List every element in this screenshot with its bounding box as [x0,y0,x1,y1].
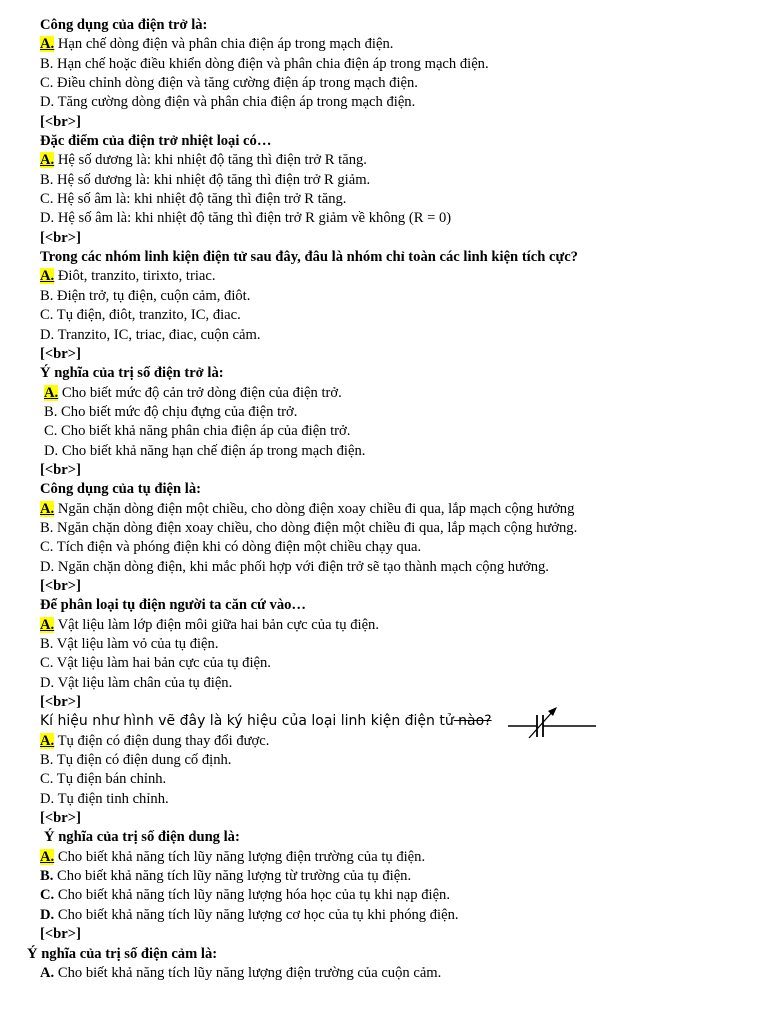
answer-letter: C. [44,423,58,440]
answer-text: Ngăn chặn dòng điện xoay chiều, cho dòng điện một chiều đi qua, lắp mạch cộng hưởng. [53,519,578,536]
answer-7b [40,751,760,770]
answer-letter: C. [40,307,54,324]
question-4: Ý nghĩa của trị số điện trở là: [40,365,224,382]
question-7-text: Kí hiệu như hình vẽ đây là ký hiệu của loại linh kiện điện tử [40,713,454,730]
question-5: Công dụng của tụ điện là: [40,481,201,498]
question-6: Để phân loại tụ điện người ta căn cứ vào… [40,597,307,614]
answer-letter: D. [40,790,55,807]
correct-answer-marker: A. [40,732,55,749]
answer-letter: B. [40,636,54,652]
correct-answer-marker: A. [40,616,55,633]
answer-text: Hạn chế dòng điện và phân chia điện áp trong mạch điện. [54,36,394,53]
answer-letter: C. [40,539,54,556]
answer-6c [40,654,760,673]
answer-text: Hệ số âm là: khi nhiệt độ tăng thì điện trở R giảm về không (R = 0) [54,210,452,227]
answer-letter: B. [40,55,54,72]
answer-text: Tích điện và phóng điện khi có dòng điện một chiều chạy qua. [53,539,422,556]
answer-text: Hệ số âm là: khi nhiệt độ tăng thì điện trở R tăng. [53,191,347,208]
answer-text: Ngăn chặn dòng điện một chiều, cho dòng điện xoay chiều đi qua, lắp mạch cộng hưởng [54,500,575,517]
answer-4a [40,384,760,403]
answer-8d [40,906,760,925]
answer-2d [40,209,760,228]
question-9: Ý nghĩa của trị số điện cảm là: [27,945,218,962]
answer-7d [40,790,760,809]
answer-letter: B. [40,868,54,885]
answer-1d [40,93,760,112]
correct-answer-marker: A. [40,500,55,517]
answer-text: Cho biết khả năng phân chia điện áp của điện trở. [57,423,351,440]
answer-text: Tụ điện tinh chỉnh. [54,790,169,807]
question-1: Công dụng của điện trở là: [40,17,208,33]
answer-4b [40,403,760,422]
correct-answer-marker: A. [40,848,55,865]
question-8: Ý nghĩa của trị số điện dung là: [44,829,240,846]
answer-8c [40,886,760,905]
correct-answer-marker: A. [40,268,55,285]
answer-5b [40,519,760,538]
answer-4d [40,442,760,461]
answer-letter: D. [40,94,55,111]
variable-capacitor-icon [508,705,600,745]
answer-letter: C. [40,887,55,904]
separator-br: [<br>] [40,926,81,943]
answer-letter: D. [40,558,55,575]
answer-text: Cho biết mức độ cản trở dòng điện của điện trở. [58,384,342,401]
answer-letter: D. [40,210,55,227]
answer-letter: B. [40,287,54,304]
answer-3a [40,267,760,286]
answer-text: Điều chỉnh dòng điện và tăng cường điện áp trong mạch điện. [53,75,418,92]
answer-7c [40,770,760,789]
answer-text: Ngăn chặn dòng điện, khi mắc phối hợp với điện trở sẽ tạo thành mạch cộng hưởng. [54,558,549,575]
variable-capacitor-symbol [508,705,600,745]
answer-text: Hệ số dương là: khi nhiệt độ tăng thì điện trở R tăng. [54,152,367,169]
answer-2c [40,190,760,209]
answer-letter: C. [40,655,54,672]
answer-5c [40,538,760,557]
answer-2b [40,171,760,190]
answer-9a [40,964,760,983]
answer-letter: D. [40,326,55,343]
answer-6a [40,616,760,635]
answer-1a [40,35,760,54]
answer-text: Tụ điện có điện dung thay đổi được. [54,732,270,749]
question-2: Đặc điểm của điện trở nhiệt loại có… [40,133,272,150]
answer-4c [40,422,760,441]
answer-text: Tăng cường dòng điện và phân chia điện áp trong mạch điện. [54,94,416,111]
answer-letter: B. [44,403,58,420]
answer-text: Điện trở, tụ điện, cuộn cảm, điôt. [53,287,251,304]
answer-text: Hệ số dương là: khi nhiệt độ tăng thì điện trở R giảm. [53,171,371,188]
answer-text: Vật liệu làm lớp điện môi giữa hai bản cực của tụ điện. [54,616,379,633]
answer-1b [40,55,760,74]
separator-br: [<br>] [40,229,81,246]
answer-text: Tụ điện bán chỉnh. [53,771,167,788]
answer-text: Vật liệu làm hai bản cực của tụ điện. [53,655,271,672]
separator-br: [<br>] [40,810,81,827]
answer-3c [40,306,760,325]
answer-letter: B. [40,752,54,769]
answer-2a [40,151,760,170]
answer-text: Vật liệu làm vỏ của tụ điện. [53,636,219,652]
correct-answer-marker: A. [44,384,59,401]
answer-letter: B. [40,519,54,536]
answer-text: Vật liệu làm chân của tụ điện. [54,674,233,691]
answer-letter: B. [40,171,54,188]
answer-1c [40,74,760,93]
correct-answer-marker: A. [40,152,55,169]
separator-br: [<br>] [40,461,81,478]
answer-7a [40,732,760,751]
answer-3b [40,287,760,306]
answer-letter: C. [40,191,54,208]
answer-text: Điôt, tranzito, tirixto, triac. [54,268,216,285]
question-3: Trong các nhóm linh kiện điện tử sau đây, đâu là nhóm chỉ toàn các linh kiện tích cực? [40,249,578,266]
answer-letter: D. [40,674,55,691]
answer-text: Cho biết khả năng tích lũy năng lượng hóa học của tụ khi nạp điện. [54,887,450,904]
separator-br: [<br>] [40,113,81,130]
separator-br: [<br>] [40,345,81,362]
answer-text: Cho biết mức độ chịu đựng của điện trở. [57,403,298,420]
question-7-tail: nào? [453,713,492,730]
answer-6b [40,635,760,654]
answer-text: Cho biết khả năng tích lũy năng lượng cơ học của tụ khi phóng điện. [54,906,459,923]
answer-text: Cho biết khả năng tích lũy năng lượng điện trường của cuộn cảm. [54,964,442,981]
separator-br: [<br>] [40,694,81,711]
answer-letter: C. [40,75,54,92]
answer-text: Tụ điện có điện dung cố định. [53,752,232,769]
answer-letter: C. [40,771,54,788]
document-page [27,16,760,983]
answer-8a [40,848,760,867]
answer-text: Hạn chế hoặc điều khiển dòng điện và phân chia điện áp trong mạch điện. [53,55,489,72]
correct-answer-marker: A. [40,36,55,53]
answer-text: Cho biết khả năng hạn chế điện áp trong mạch điện. [58,442,366,459]
answer-text: Cho biết khả năng tích lũy năng lượng từ trường của tụ điện. [53,868,412,885]
answer-6d [40,674,760,693]
answer-letter: D. [40,906,55,923]
answer-3d [40,326,760,345]
answer-8b [40,867,760,886]
separator-br: [<br>] [40,577,81,594]
answer-text: Tụ điện, điôt, tranzito, IC, điac. [53,307,241,324]
answer-text: Cho biết khả năng tích lũy năng lượng điện trường của tụ điện. [54,848,426,865]
question-7 [40,712,760,731]
answer-5d [40,558,760,577]
answer-letter: A. [40,964,55,981]
answer-text: Tranzito, IC, triac, điac, cuộn cảm. [54,326,261,343]
answer-letter: D. [44,442,59,459]
answer-5a [40,500,760,519]
